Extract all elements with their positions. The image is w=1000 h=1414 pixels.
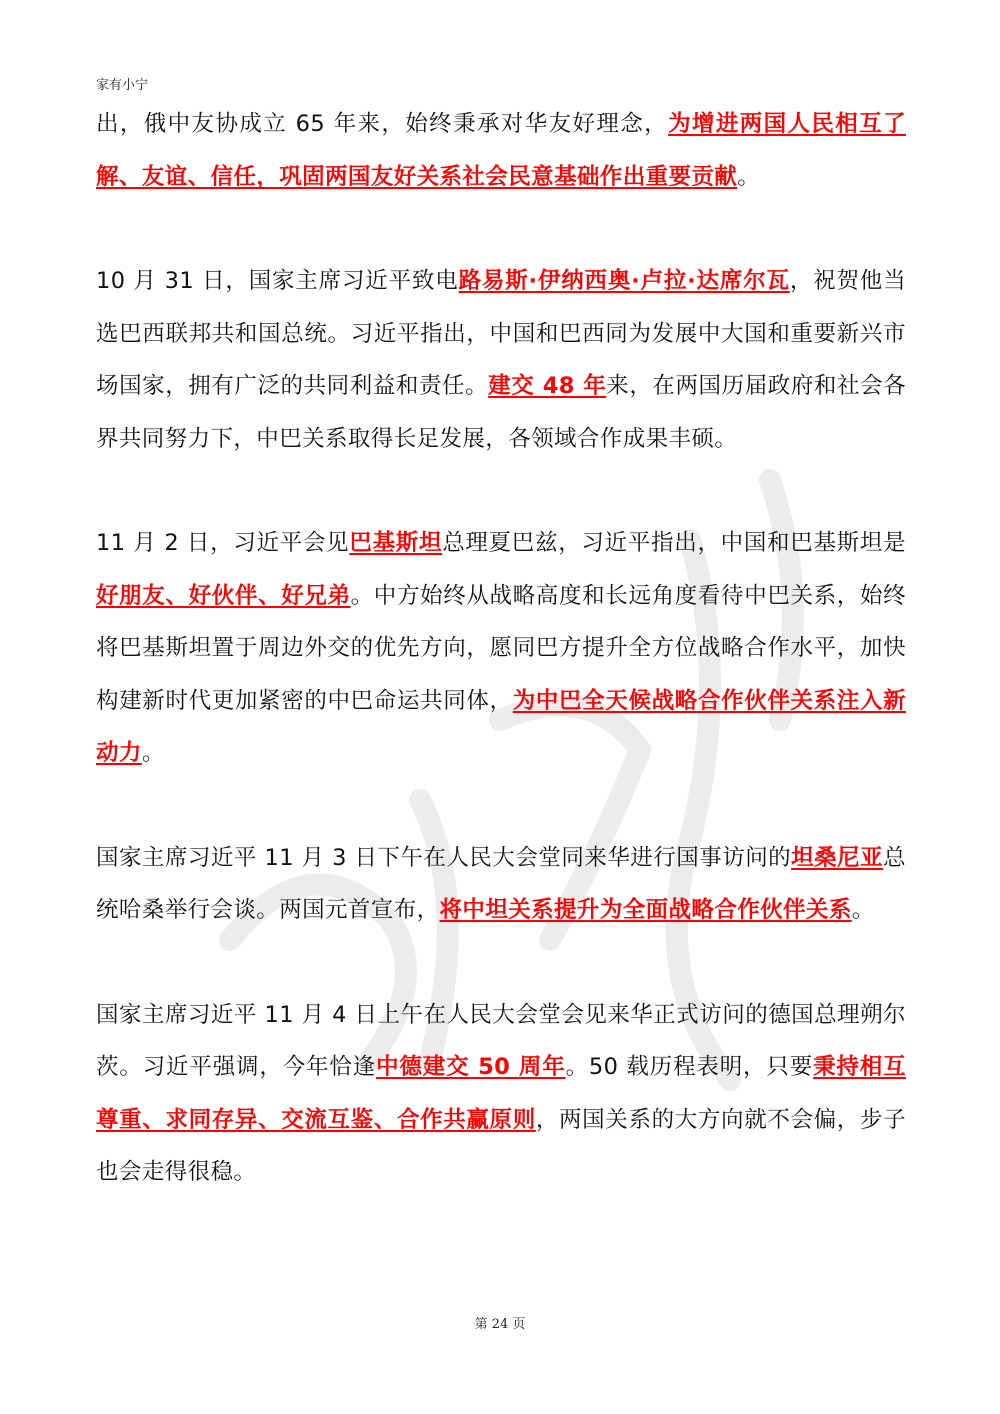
paragraph xyxy=(96,832,906,937)
text-segment: 总理夏巴兹，习近平指出，中国和巴基斯坦是 xyxy=(442,530,906,556)
highlighted-text: 将中坦关系提升为全面战略合作伙伴关系 xyxy=(439,897,852,923)
text-segment: 10 月 31 日，国家主席习近平致电 xyxy=(96,268,459,294)
page-header: 家有小宁 xyxy=(96,78,149,93)
paragraph xyxy=(96,255,906,465)
article-body xyxy=(96,98,906,1251)
highlighted-text: 为中巴全天候战略合作伙伴关系注入新动力 xyxy=(96,687,906,766)
highlighted-text: 为增进两国人民相互了解、友谊、信任，巩固两国友好关系社会民意基础作出重要贡献 xyxy=(96,111,906,190)
text-segment: 。 xyxy=(851,897,875,923)
text-segment: 。 xyxy=(737,163,761,190)
text-segment: 来，在两国历届政府和社会各界共同努力下，中巴关系取得长足发展，各领域合作成果丰硕。 xyxy=(96,373,906,452)
highlighted-text: 秉持相互尊重、求同存异、交流互鉴、合作共赢原则 xyxy=(96,1054,906,1133)
page-number: 第 24 页 xyxy=(474,1317,526,1332)
text-segment: 总统哈桑举行会谈。两国元首宣布， xyxy=(96,844,907,923)
text-segment: 。50 载历程表明，只要 xyxy=(565,1054,814,1080)
text-segment: 国家主席习近平 11 月 4 日上午在人民大会堂会见来华正式访问的德国总理朔尔茨。习近平强调，今年恰逢 xyxy=(96,1001,906,1080)
text-segment: 。中方始终从战略高度和长远角度看待中巴关系，始终将巴基斯坦置于周边外交的优先方向，愿同巴方提升全方位战略合作水平，加快构建新时代更加紧密的中巴命运共同体， xyxy=(96,582,906,714)
text-segment: 。 xyxy=(141,740,165,766)
text-segment: ，祝贺他当选巴西联邦共和国总统。习近平指出，中国和巴西同为发展中大国和重要新兴市场国家，拥有广泛的共同利益和责任。 xyxy=(96,268,906,399)
highlighted-text: 好朋友、好伙伴、好兄弟 xyxy=(96,582,351,609)
highlighted-text: 坦桑尼亚 xyxy=(791,844,884,871)
text-segment: 国家主席习近平 11 月 3 日下午在人民大会堂同来华进行国事访问的 xyxy=(96,844,792,871)
text-segment: 出，俄中友协成立 65 年来，始终秉承对华友好理念， xyxy=(96,111,669,137)
paragraph xyxy=(96,517,906,780)
highlighted-text: 巴基斯坦 xyxy=(349,530,443,556)
highlighted-text: 路易斯·伊纳西奥·卢拉·达席尔瓦 xyxy=(458,268,790,294)
paragraph xyxy=(96,989,906,1199)
text-segment: ，两国关系的大方向就不会偏，步子也会走得很稳。 xyxy=(96,1106,906,1185)
paragraph xyxy=(96,98,906,203)
highlighted-text: 中德建交 50 周年 xyxy=(376,1054,566,1080)
text-segment: 11 月 2 日，习近平会见 xyxy=(96,530,350,556)
highlighted-text: 建交 48 年 xyxy=(488,373,607,399)
